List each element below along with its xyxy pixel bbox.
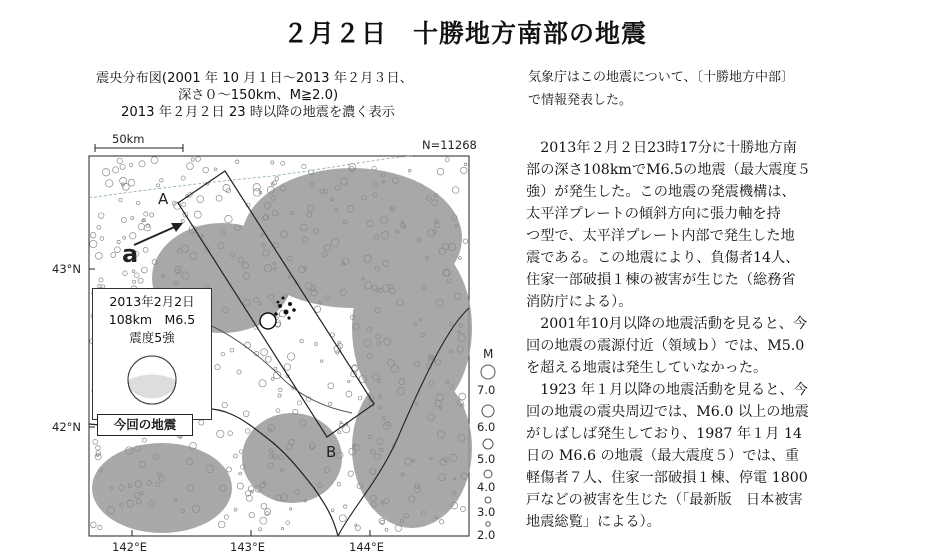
intro-line-1: 気象庁はこの地震について、〔十勝地方中部〕 <box>528 70 794 85</box>
mag-legend-4: 4.0 <box>477 480 496 494</box>
body-line-11: を超える地震は発生していなかった。 <box>526 360 768 376</box>
body-line-8: 消防庁による）。 <box>526 294 633 310</box>
page-title: ２月２日 十勝地方南部の地震 <box>282 19 647 48</box>
lon-label-144: 144°E <box>349 540 384 554</box>
body-line-5: つ型で、太平洋プレート内部で発生した地 <box>526 228 795 244</box>
intro-line-2: で情報発表した。 <box>528 93 633 108</box>
map-caption-line-2: 深さ０～150km、M≧2.0) <box>178 88 339 103</box>
mag-legend-3: 3.0 <box>477 505 496 519</box>
lat-label-43: 43°N <box>52 262 81 276</box>
body-line-9: 2001年10月以降の地震活動を見ると、今 <box>526 316 808 332</box>
mag-legend-7: 7.0 <box>477 383 496 397</box>
body-line-14: がしばしば発生しており、1987 年１月 14 <box>526 426 802 442</box>
body-line-2: 部の深さ108kmでM6.5の地震（最大震度５ <box>526 162 811 178</box>
section-start-label: A <box>158 190 169 208</box>
body-line-13: 回の地震の震央周辺では、M6.0 以上の地震 <box>526 404 809 420</box>
inset-intensity: 震度5強 <box>129 330 175 345</box>
scale-label: 50km <box>112 132 145 146</box>
body-line-16: 軽傷者７人、住家一部破損１棟、停電 1800 <box>526 470 808 486</box>
focal-mechanism-icon <box>93 347 211 417</box>
mag-legend-2: 2.0 <box>477 528 496 542</box>
lat-label-42: 42°N <box>52 420 81 434</box>
body-line-4: 太平洋プレートの傾斜方向に張力軸を持 <box>526 206 781 222</box>
intro-text <box>528 66 794 112</box>
body-line-1: 2013年２月２日23時17分に十勝地方南 <box>526 140 797 156</box>
mainshock-info-box <box>92 288 212 420</box>
body-line-7: 住家一部破損１棟の被害が生じた（総務省 <box>526 272 796 288</box>
inset-depth-magnitude: 108km M6.5 <box>108 312 196 327</box>
current-event-label: 今回の地震 <box>97 414 193 436</box>
lon-label-143: 143°E <box>230 540 265 554</box>
body-line-17: 戸などの被害を生じた（「最新版 日本被害 <box>526 492 803 508</box>
map-caption-line-3: 2013 年２月２日 23 時以降の地震を濃く表示 <box>121 105 395 120</box>
body-line-3: 強）が発生した。この地震の発震機構は、 <box>526 184 796 200</box>
section-end-label: B <box>326 443 337 461</box>
body-line-15: 日の M6.6 の地震（最大震度５）では、重 <box>526 448 800 464</box>
region-a-label: a <box>122 240 139 268</box>
magnitude-legend-title: M <box>483 347 494 361</box>
body-line-18: 地震総覧」による）。 <box>526 514 661 530</box>
inset-date: 2013年2月2日 <box>109 294 195 309</box>
body-line-12: 1923 年１月以降の地震活動を見ると、今 <box>526 382 808 398</box>
mag-legend-6: 6.0 <box>477 420 496 434</box>
mag-legend-5: 5.0 <box>477 452 496 466</box>
body-line-6: 震である。この地震により、負傷者14人、 <box>526 250 800 266</box>
count-label: N=11268 <box>422 138 477 152</box>
mainshock-marker <box>260 313 276 329</box>
body-line-10: 回の地震の震源付近（領域ｂ）では、M5.0 <box>526 338 805 354</box>
map-caption-line-1: 震央分布図(2001 年 10 月１日～2013 年２月３日、 <box>96 71 413 86</box>
lon-label-142: 142°E <box>112 540 147 554</box>
